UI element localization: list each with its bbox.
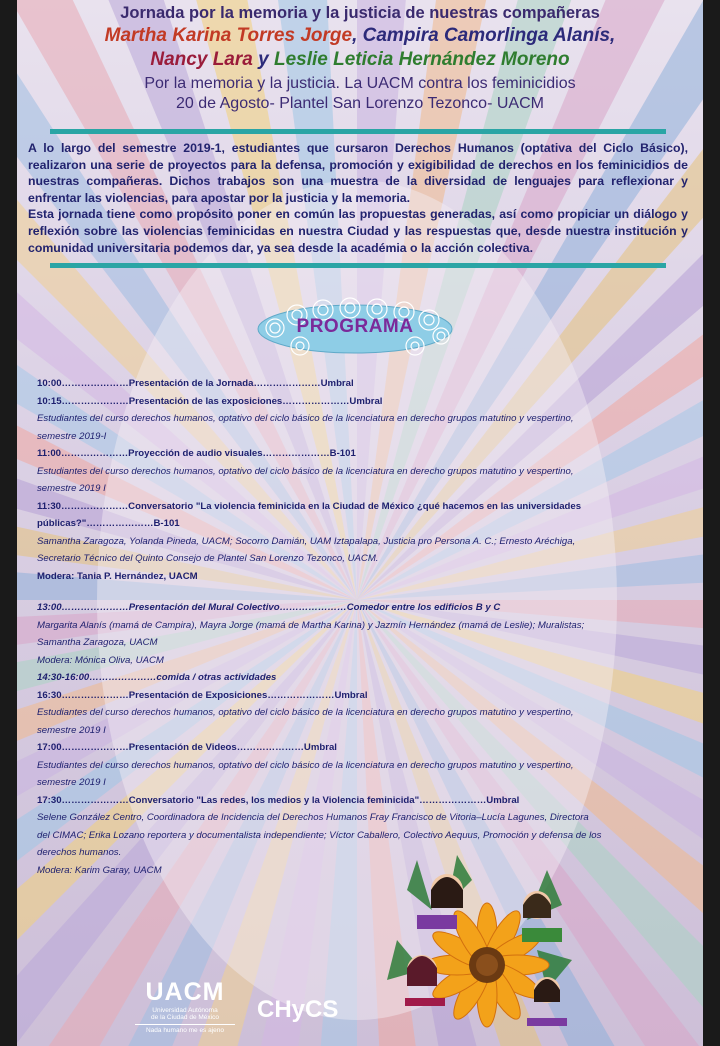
- honoree-name: Martha Karina Torres Jorge: [104, 25, 353, 46]
- program-note: Secretario Técnico del Quinto Consejo de Plantel San Lorenzo Tezonco, UACM.: [37, 553, 379, 564]
- program-item: 10:15…………………Presentación de las exposiciones…………………Umbral: [37, 395, 383, 407]
- honoree-name: Campira Camorlinga Alanís,: [362, 25, 616, 46]
- program-note: derechos humanos.: [37, 847, 122, 858]
- program-moderator: Modera: Mónica Oliva, UACM: [37, 654, 164, 666]
- divider: [50, 129, 666, 134]
- program-moderator: Modera: Karim Garay, UACM: [37, 864, 162, 876]
- program-item: 16:30…………………Presentación de Exposiciones…………………Umbral: [37, 689, 368, 701]
- program-note: semestre 2019 I: [37, 724, 106, 736]
- program-item: 13:00…………………Presentación del Mural Colectivo…………………Comedor entre los edificios B y C: [37, 602, 501, 613]
- program-note: Samantha Zaragoza, UACM: [37, 637, 158, 648]
- event-date-place: 20 de Agosto- Plantel San Lorenzo Tezonco- UACM: [176, 95, 544, 112]
- program-note: Estudiantes del curso derechos humanos, optativo del ciclo básico de la licenciatura en derecho grupos matutino y vespertino,: [37, 413, 574, 424]
- event-slogan: Por la memoria y la justicia. La UACM contra los feminicidios: [144, 75, 576, 92]
- program-moderator: Modera: Tania P. Hernández, UACM: [37, 570, 198, 582]
- program-list: [37, 375, 697, 879]
- intro-paragraph: Esta jornada tiene como propósito poner en común las propuestas generadas, así como propiciar un diálogo y reflexión sobre las violencias feminicidas en nuestra Ciudad y las respuestas que, desde nuestra institución y comunidad universitaria podemos dar, ya sea desde la académia o la acción colectiva.: [28, 207, 688, 255]
- program-item: 11:00…………………Proyección de audio visuales…………………B-101: [37, 448, 356, 459]
- chycs-logo: CHyCS: [257, 996, 339, 1023]
- uacm-logo: UACM Universidad Autónoma de la Ciudad de México Nada humano me es ajeno: [135, 978, 235, 1034]
- program-item: 14:30-16:00…………………comida / otras actividades: [37, 672, 277, 683]
- honoree-name: Leslie Leticia Hernández Moreno: [273, 49, 570, 70]
- program-note: Estudiantes del curso derechos humanos, optativo del ciclo básico de la licenciatura en derecho grupos matutino y vespertino,: [37, 759, 574, 771]
- event-poster: [17, 0, 703, 1046]
- footer-logos: [17, 970, 703, 1046]
- program-note: del CIMAC; Erika Lozano reportera y documentalista independiente; Víctor Caballero, Colectivo Aequus, Promoción y defensa de los: [37, 829, 602, 841]
- divider: [50, 263, 666, 268]
- intro-text: [28, 140, 688, 256]
- program-heading: PROGRAMA: [296, 316, 414, 337]
- program-note: Estudiantes del curso derechos humanos, optativo del ciclo básico de la licenciatura en derecho grupos matutino y vespertino,: [37, 465, 574, 477]
- program-note: semestre 2019-I: [37, 430, 107, 442]
- program-item: 10:00…………………Presentación de la Jornada…………………Umbral: [37, 378, 354, 389]
- honoree-line-2: Nancy Lara y Leslie Leticia Hernández Moreno: [150, 49, 570, 70]
- honoree-line-1: Martha Karina Torres Jorge, Campira Camorlinga Alanís,: [104, 25, 616, 46]
- program-note: Samantha Zaragoza, Yolanda Pineda, UACM; Socorro Damián, UAM Iztapalapa, Justicia pro Persona A. C.; Ernesto Aréchiga,: [37, 535, 576, 547]
- program-note: Estudiantes del curso derechos humanos, optativo del ciclo básico de la licenciatura en derecho grupos matutino y vespertino,: [37, 707, 574, 718]
- program-item: públicas?"…………………B-101: [37, 518, 180, 529]
- program-note: Selene González Centro, Coordinadora de Incidencia del Derechos Humanos Fray Francisco de Vitoria–Lucía Lagunes, Directora: [37, 812, 589, 823]
- program-item: 17:30…………………Conversatorio "Las redes, los medios y la Violencia feminicida"…………………Umbral: [37, 794, 520, 806]
- event-title: Jornada por la memoria y la justicia de nuestras compañeras: [120, 4, 600, 22]
- program-item: 17:00…………………Presentación de Videos…………………Umbral: [37, 742, 337, 753]
- honoree-name: Nancy Lara: [150, 49, 253, 70]
- intro-paragraph: A lo largo del semestre 2019-1, estudiantes que cursaron Derechos Humanos (optativa del Ciclo Básico), realizaron una serie de proyectos para la defensa, promoción y exigibilidad de derechos en los feminicidios de nuestras compañeras. Dichos trabajos son una muestra de la diversidad de lenguajes para reflexionar y enfrentar las violencias, para apostar por la justicia y la memoria.: [28, 141, 688, 205]
- program-note: semestre 2019 I: [37, 483, 106, 494]
- program-item: 11:30…………………Conversatorio "La violencia feminicida en la Ciudad de México ¿qué hacemos en las universidades: [37, 500, 582, 512]
- program-note: Margarita Alanís (mamá de Campira), Mayra Jorge (mamá de Martha Karina) y Jazmín Hernández (mamá de Leslie); Muralistas;: [37, 619, 585, 631]
- program-note: semestre 2019 I: [37, 777, 106, 788]
